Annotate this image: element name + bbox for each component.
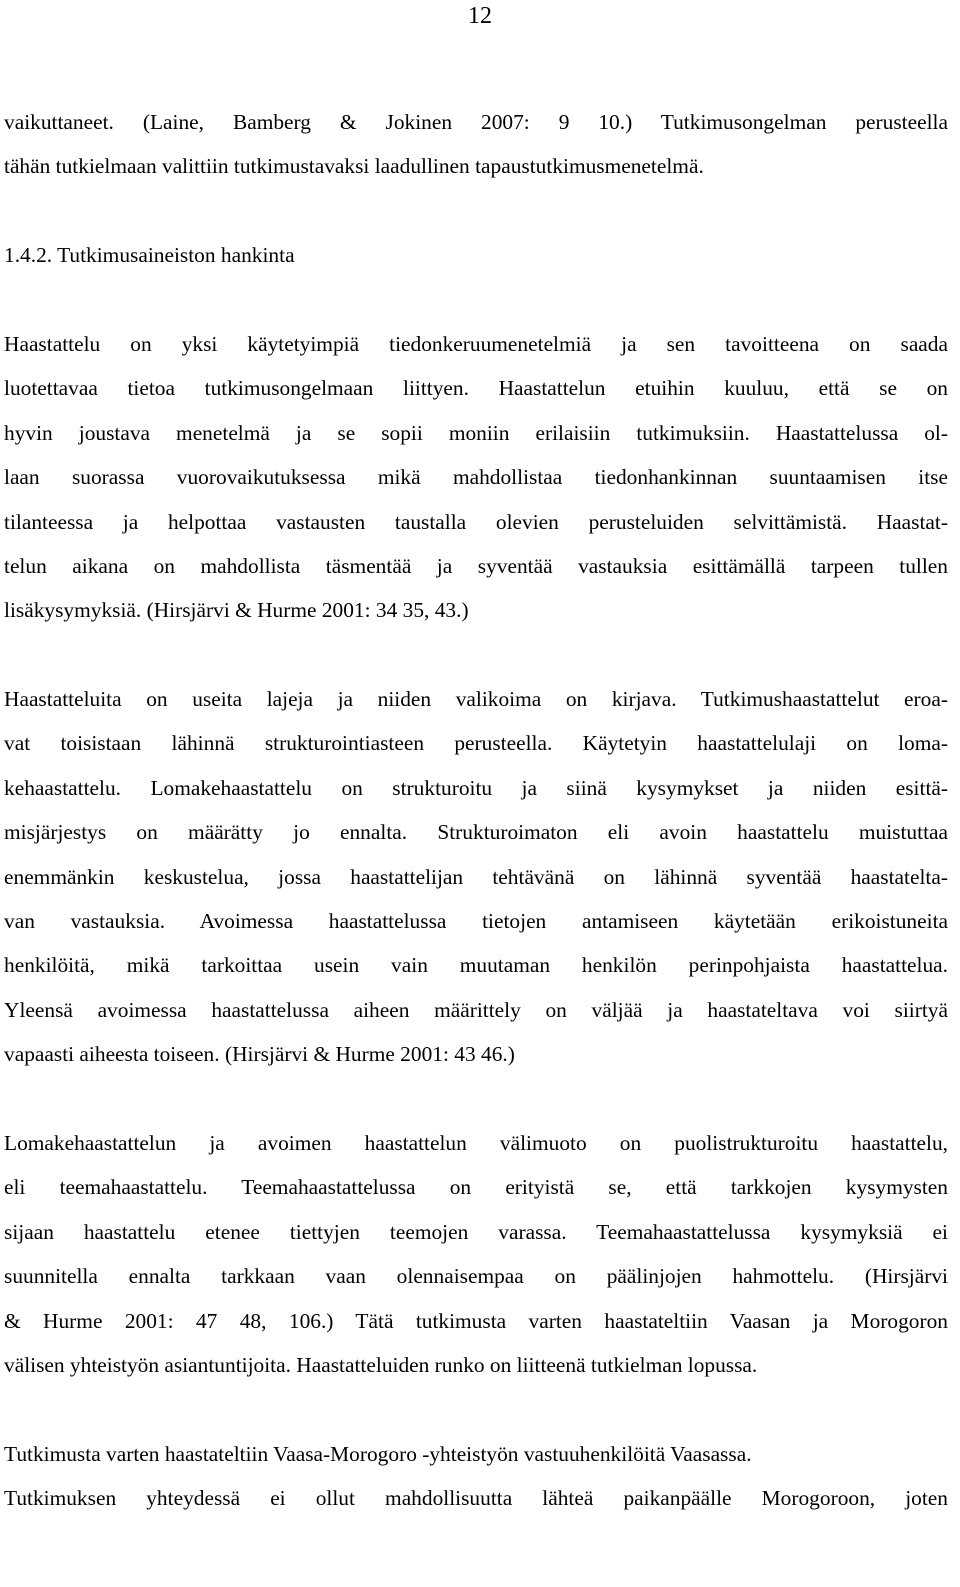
text-line: sijaan haastattelu etenee tiettyjen teemojen varassa. Teemahaastattelussa kysymyksiä ei bbox=[4, 1219, 948, 1244]
text-line: Haastatteluita on useita lajeja ja niiden valikoima on kirjava. Tutkimushaastattelut eroa- bbox=[4, 687, 948, 712]
heading-line: 1.4.2. Tutkimusaineiston hankinta bbox=[4, 243, 295, 268]
text-line: & Hurme 2001: 47 48, 106.) Tätä tutkimusta varten haastateltiin Vaasan ja Morogoron bbox=[4, 1308, 948, 1333]
paragraph-vastuuhenkilot bbox=[4, 1432, 948, 1521]
text-line: vapaasti aiheesta toiseen. (Hirsjärvi & Hurme 2001: 43 46.) bbox=[4, 1042, 515, 1067]
paragraph-lajit bbox=[4, 677, 948, 1077]
text-line: Lomakehaastattelun ja avoimen haastattelun välimuoto on puolistrukturoitu haastattelu, bbox=[4, 1130, 948, 1155]
text-line: vat toisistaan lähinnä strukturointiasteen perusteella. Käytetyin haastattelulaji on lomа- bbox=[4, 731, 948, 756]
section-heading bbox=[4, 233, 948, 277]
paragraph-teemahaastattelu bbox=[4, 1121, 948, 1387]
text-line: Tutkimuksen yhteydessä ei ollut mahdollisuutta lähteä paikanpäälle Morogoroon, joten bbox=[4, 1486, 948, 1511]
text-line: luotettavaa tietoa tutkimusongelmaan liittyen. Haastattelun etuihin kuuluu, että se on bbox=[4, 376, 948, 401]
text-line: välisen yhteistyön asiantuntijoita. Haastatteluiden runko on liitteenä tutkielman lopussa. bbox=[4, 1352, 758, 1377]
paragraph-haastattelu bbox=[4, 322, 948, 633]
text-line: henkilöitä, mikä tarkoittaa usein vain muutaman henkilön perinpohjaista haastattelua. bbox=[4, 953, 948, 978]
page-number: 12 bbox=[468, 3, 492, 29]
text-line: Yleensä avoimessa haastattelussa aiheen määrittely on väljää ja haastateltava voi siirtyä bbox=[4, 997, 948, 1022]
paragraph-intro bbox=[4, 100, 948, 189]
text-line: eli teemahaastattelu. Teemahaastattelussa on erityistä se, että tarkkojen kysymysten bbox=[4, 1175, 948, 1200]
text-line: hyvin joustava menetelmä ja se sopii moniin erilaisiin tutkimuksiin. Haastattelussa ol- bbox=[4, 420, 948, 445]
text-line: lisäkysymyksiä. (Hirsjärvi & Hurme 2001: 34 35, 43.) bbox=[4, 598, 469, 623]
text-line: laan suorassa vuorovaikutuksessa mikä mahdollistaa tiedonhankinnan suuntaamisen itse bbox=[4, 465, 948, 490]
document-body bbox=[4, 100, 948, 1521]
text-line: misjärjestys on määrätty jo ennalta. Strukturoimaton eli avoin haastattelu muistuttaa bbox=[4, 820, 948, 845]
text-line: suunnitella ennalta tarkkaan vaan olennaisempaa on päälinjojen hahmottelu. (Hirsjärvi bbox=[4, 1264, 948, 1289]
text-line: vaikuttaneet. (Laine, Bamberg & Jokinen 2007: 9 10.) Tutkimusongelman perusteella bbox=[4, 110, 948, 134]
text-line: tilanteessa ja helpottaa vastausten taustalla olevien perusteluiden selvittämistä. Haastat- bbox=[4, 509, 948, 534]
text-line: enemmänkin keskustelua, jossa haastattelijan tehtävänä on lähinnä syventää haastatelta- bbox=[4, 864, 948, 889]
text-line: Haastattelu on yksi käytetyimpiä tiedonkeruumenetelmiä ja sen tavoitteena on saada bbox=[4, 331, 948, 356]
text-line: telun aikana on mahdollista täsmentää ja syventää vastauksia esittämällä tarpeen tullen bbox=[4, 553, 948, 578]
text-line: van vastauksia. Avoimessa haastattelussa tietojen antamiseen käytetään erikoistuneita bbox=[4, 909, 948, 934]
text-line: Tutkimusta varten haastateltiin Vaasa-Morogoro -yhteistyön vastuuhenkilöitä Vaasassa. bbox=[4, 1441, 752, 1466]
text-line: tähän tutkielmaan valittiin tutkimustavaksi laadullinen tapaustutkimusmenetelmä. bbox=[4, 154, 704, 179]
text-line: kehaastattelu. Lomakehaastattelu on strukturoitu ja siinä kysymykset ja niiden esittä- bbox=[4, 775, 948, 800]
